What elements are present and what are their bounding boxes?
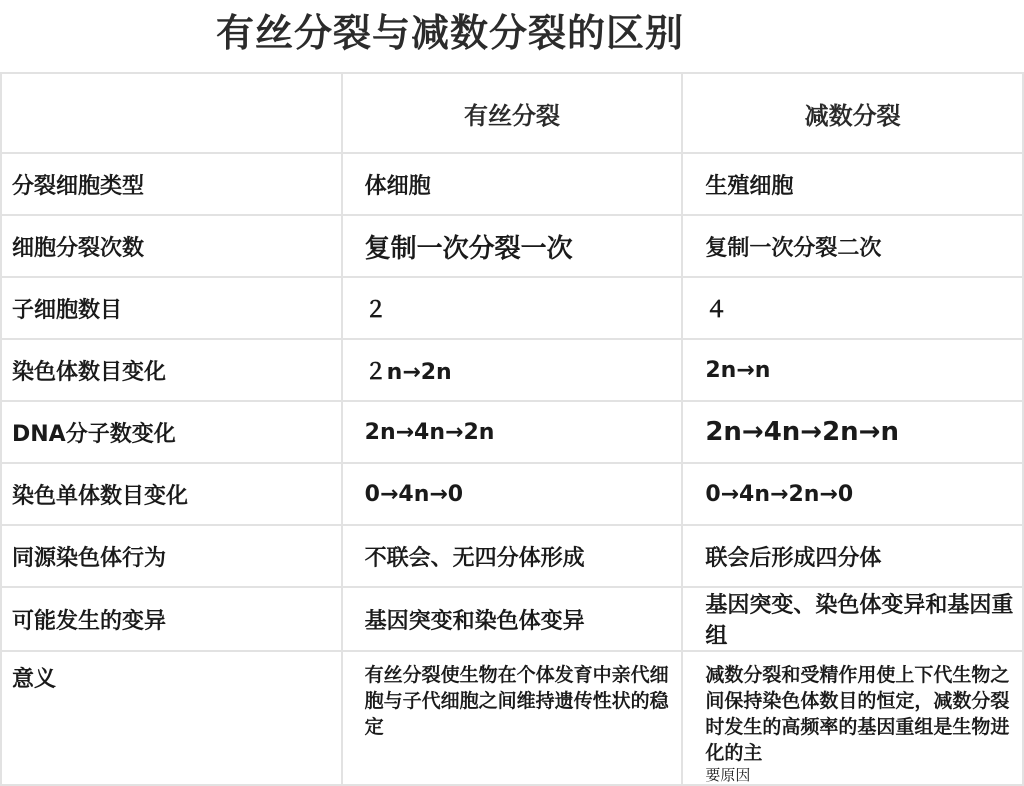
table-row: [1, 153, 1023, 215]
meiosis-cell: 2n→4n→2n→n: [682, 401, 1023, 463]
table-row: [1, 339, 1023, 401]
mitosis-cell: ２: [342, 277, 683, 339]
meiosis-cell: 基因突变、染色体变异和基因重组: [682, 587, 1023, 651]
header-mitosis: 有丝分裂: [342, 73, 683, 153]
mitosis-cell: 不联会、无四分体形成: [342, 525, 683, 587]
mitosis-cell: 基因突变和染色体变异: [342, 587, 683, 651]
mitosis-cell: 复制一次分裂一次: [342, 215, 683, 277]
mitosis-cell: 体细胞: [342, 153, 683, 215]
meiosis-cell: 0→4n→2n→0: [682, 463, 1023, 525]
mitosis-cell: 有丝分裂使生物在个体发育中亲代细胞与子代细胞之间维持遗传性状的稳定: [342, 651, 683, 785]
meiosis-cell: 复制一次分裂二次: [682, 215, 1023, 277]
table-row: [1, 215, 1023, 277]
header-meiosis: 减数分裂: [682, 73, 1023, 153]
mitosis-cell: 0→4n→0: [342, 463, 683, 525]
table-row: [1, 277, 1023, 339]
meiosis-cell: ４: [682, 277, 1023, 339]
row-label: 细胞分裂次数: [1, 215, 342, 277]
row-label: 意义: [1, 651, 342, 785]
table-row: [1, 587, 1023, 651]
mitosis-cell: 2n→4n→2n: [342, 401, 683, 463]
comparison-table: [0, 72, 1024, 786]
meiosis-significance-tail: 要原因: [705, 766, 751, 784]
meiosis-significance-text: 减数分裂和受精作用使上下代生物之间保持染色体数目的恒定，减数分裂时发生的高频率的基因重组是生物进化的主: [705, 664, 1010, 764]
row-label: 同源染色体行为: [1, 525, 342, 587]
table-row: [1, 651, 1023, 785]
table-row: [1, 401, 1023, 463]
meiosis-cell: 联会后形成四分体: [682, 525, 1023, 587]
row-label: 子细胞数目: [1, 277, 342, 339]
row-label: 染色体数目变化: [1, 339, 342, 401]
meiosis-cell: 生殖细胞: [682, 153, 1023, 215]
mitosis-cell: ２n→2n: [342, 339, 683, 401]
table-row: [1, 525, 1023, 587]
table-header-row: [1, 73, 1023, 153]
header-blank: [1, 73, 342, 153]
row-label: 可能发生的变异: [1, 587, 342, 651]
meiosis-cell: 2n→n: [682, 339, 1023, 401]
row-label: DNA分子数变化: [1, 401, 342, 463]
row-label: 染色单体数目变化: [1, 463, 342, 525]
table-row: [1, 463, 1023, 525]
row-label: 分裂细胞类型: [1, 153, 342, 215]
meiosis-cell: [682, 651, 1023, 785]
page-title: 有丝分裂与减数分裂的区别: [215, 11, 684, 55]
